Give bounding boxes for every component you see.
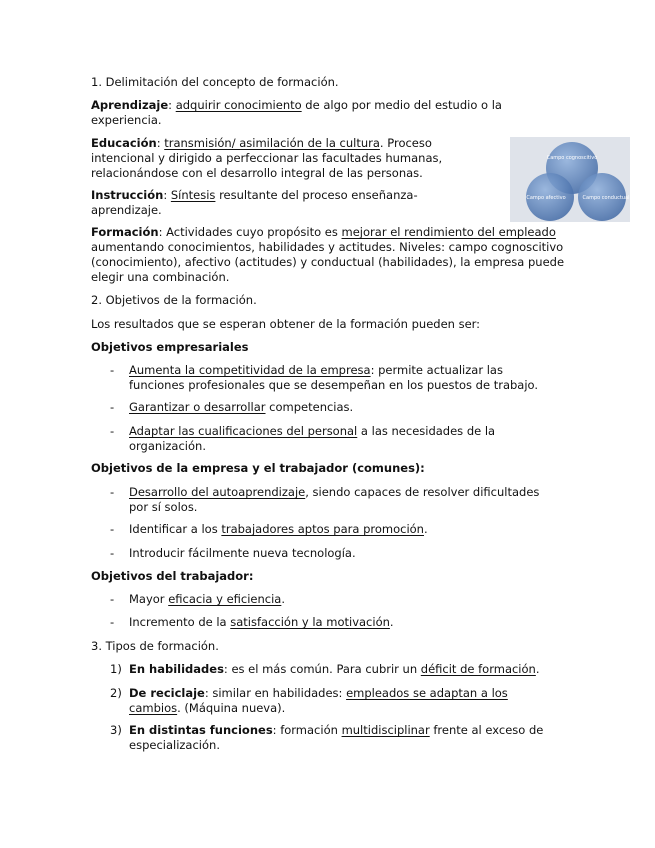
number-marker: 3) xyxy=(110,723,122,737)
list-item-link: eficacia y eficiencia xyxy=(168,592,282,606)
link-instruccion: Síntesis xyxy=(170,188,216,202)
definition-instruccion xyxy=(91,188,451,218)
list-item-link: trabajadores aptos para promoción xyxy=(221,522,424,536)
item-pre: : similar en habilidades: xyxy=(204,686,347,700)
number-marker: 2) xyxy=(110,686,122,700)
label-cognoscitivo: Campo cognoscitivo xyxy=(546,155,598,161)
separator: : Actividades cuyo propósito es xyxy=(158,225,342,239)
definition-text: . Proceso intencional y dirigido a perfeccionar las facultades humanas, relacionándose con el desarrollo integral de las personas. xyxy=(91,136,443,180)
item-rest: . xyxy=(535,662,540,676)
section-1-heading: 1. Delimitación del concepto de formación. xyxy=(91,75,339,89)
link-aprendizaje: adquirir conocimiento xyxy=(175,98,302,112)
fields-venn-diagram xyxy=(510,137,630,222)
list-item-link: Desarrollo del autoaprendizaje xyxy=(129,485,306,499)
item-rest: . (Máquina nueva). xyxy=(177,701,286,715)
definition-aprendizaje xyxy=(91,98,566,128)
list-item-pre: Mayor xyxy=(129,592,169,606)
definition-text: aumentando conocimientos, habilidades y actitudes. Niveles: campo cognoscitivo (conocimiento), afectivo (actitudes) y conductual (habilidades), la empresa puede elegir una combinación. xyxy=(91,240,565,284)
definition-formacion xyxy=(91,225,566,285)
subheading-comunes xyxy=(91,461,566,476)
list-item xyxy=(110,592,550,607)
list-item-text: . xyxy=(423,522,428,536)
item-link: empleados se adaptan a los cambios xyxy=(129,686,508,715)
link-educacion: transmisión/ asimilación de la cultura xyxy=(164,136,380,150)
item-term: De reciclaje xyxy=(129,686,205,700)
venn-svg xyxy=(510,137,630,222)
item-pre: : formación xyxy=(272,723,342,737)
item-rest: frente al exceso de especialización. xyxy=(129,723,544,752)
item-term: En habilidades xyxy=(129,662,224,676)
list-item-text: , siendo capaces de resolver dificultades por sí solos. xyxy=(129,485,540,514)
list-item-link: Adaptar las cualificaciones del personal xyxy=(129,424,358,438)
term-aprendizaje: Aprendizaje xyxy=(91,98,169,112)
subheading-text: Objetivos del trabajador: xyxy=(91,569,254,583)
list-item-pre: Identificar a los xyxy=(129,522,222,536)
list-item xyxy=(110,363,550,393)
term-formacion: Formación xyxy=(91,225,159,239)
list-item-pre: Incremento de la xyxy=(129,615,231,629)
list-item-text: competencias. xyxy=(265,400,354,414)
list-item xyxy=(110,400,550,415)
subheading-text: Objetivos de la empresa y el trabajador (comunes): xyxy=(91,461,425,475)
number-marker: 1) xyxy=(110,662,122,676)
item-pre: : es el más común. Para cubrir un xyxy=(223,662,421,676)
separator: : xyxy=(156,136,165,150)
list-item-text: . xyxy=(281,592,285,606)
label-afectivo: Campo afectivo xyxy=(526,195,566,201)
list-item-link: Aumenta la competitividad de la empresa xyxy=(129,363,371,377)
list-item-pre: Introducir fácilmente nueva tecnología. xyxy=(129,546,356,560)
label-conductual: Campo conductual xyxy=(582,195,630,201)
list-item xyxy=(110,522,550,537)
dash-marker: - xyxy=(110,424,115,438)
list-item-text: a las necesidades de la organización. xyxy=(129,424,496,453)
subheading-text: Objetivos empresariales xyxy=(91,340,249,354)
dash-marker: - xyxy=(110,615,115,629)
list-item xyxy=(110,615,550,630)
dash-marker: - xyxy=(110,592,115,606)
subheading-empresariales xyxy=(91,340,566,355)
list-item xyxy=(110,485,550,515)
numbered-item xyxy=(110,686,550,716)
numbered-item xyxy=(110,723,550,753)
link-formacion: mejorar el rendimiento del empleado xyxy=(341,225,556,239)
definition-educacion xyxy=(91,136,461,181)
list-item-text: : permite actualizar las funciones profesionales que se desempeñan en los puestos de trabajo. xyxy=(129,363,539,392)
subheading-trabajador xyxy=(91,569,566,584)
dash-marker: - xyxy=(110,485,115,499)
numbered-item xyxy=(110,662,550,677)
separator: : xyxy=(163,188,171,202)
definition-text: resultante del proceso enseñanza-aprendizaje. xyxy=(91,188,418,217)
dash-marker: - xyxy=(110,522,115,536)
term-educacion: Educación xyxy=(91,136,157,150)
item-link: déficit de formación xyxy=(420,662,536,676)
separator: : xyxy=(168,98,176,112)
section-2-heading: 2. Objetivos de la formación. xyxy=(91,293,257,307)
section-3-heading: 3. Tipos de formación. xyxy=(91,639,219,653)
term-instruccion: Instrucción xyxy=(91,188,164,202)
item-link: multidisciplinar xyxy=(341,723,430,737)
dash-marker: - xyxy=(110,400,115,414)
list-item-link: satisfacción y la motivación xyxy=(230,615,390,629)
definition-text: de algo por medio del estudio o la experiencia. xyxy=(91,98,502,127)
list-item xyxy=(110,546,550,561)
section-2-intro: Los resultados que se esperan obtener de la formación pueden ser: xyxy=(91,317,481,331)
dash-marker: - xyxy=(110,363,115,377)
dash-marker: - xyxy=(110,546,115,560)
list-item-link: Garantizar o desarrollar xyxy=(129,400,266,414)
list-item-text: . xyxy=(389,615,394,629)
list-item xyxy=(110,424,550,454)
item-term: En distintas funciones xyxy=(129,723,273,737)
